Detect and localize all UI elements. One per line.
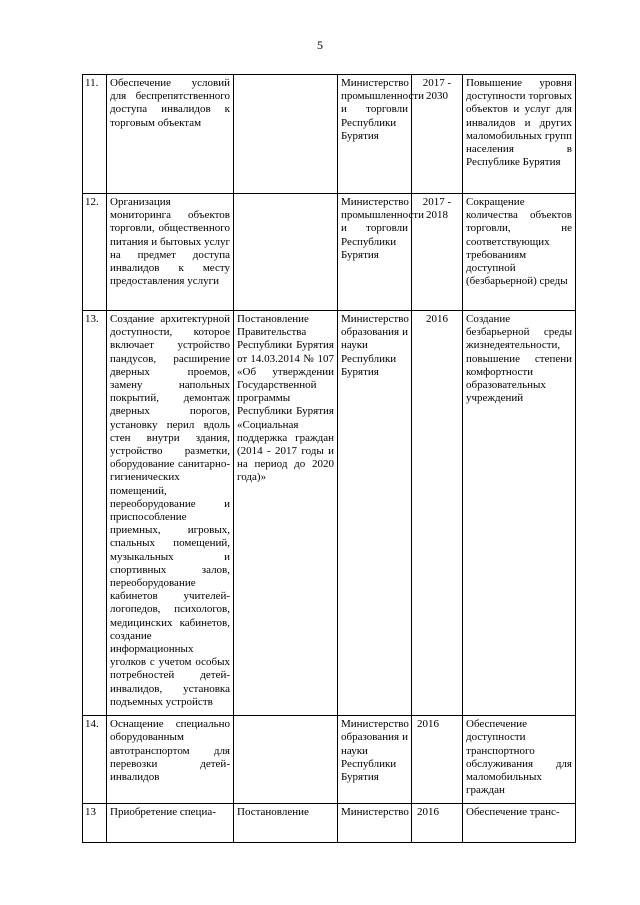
measures-table	[82, 74, 576, 843]
measure-text: Обеспечение условий для беспрепятственного доступа инвалидов к торговым объектам	[107, 75, 234, 194]
document-text: Постановление	[234, 804, 338, 843]
executor-text: Министерство	[338, 804, 412, 843]
result-text: Обеспечение доступности транспортного обслуживания для маломобильных граждан	[463, 716, 576, 804]
document-text	[234, 194, 338, 311]
measure-text: Оснащение специально оборудованным автотранспортом для перевозки детей-инвалидов	[107, 716, 234, 804]
result-text: Сокращение количества объектов торговли, не соответствующих требованиям доступной (безбарьерной) среды	[463, 194, 576, 311]
years-text: 2016	[412, 804, 463, 843]
measure-text: Приобретение специа-	[107, 804, 234, 843]
document-text	[234, 75, 338, 194]
executor-text: Министерство образования и науки Республики Бурятия	[338, 311, 412, 716]
executor-text: Министерство промышленности и торговли Республики Бурятия	[338, 75, 412, 194]
executor-text: Министерство промышленности и торговли Республики Бурятия	[338, 194, 412, 311]
years-text: 2016	[412, 311, 463, 716]
years-text: 2016	[412, 716, 463, 804]
result-text: Обеспечение транс-	[463, 804, 576, 843]
table-row	[83, 75, 576, 194]
result-text: Создание безбарьерной среды жизнедеятельности, повышение степени комфортности образовательных учреждений	[463, 311, 576, 716]
years-text: 2017 - 2030	[412, 75, 463, 194]
row-number: 12.	[83, 194, 107, 311]
document-text	[234, 716, 338, 804]
row-number: 11.	[83, 75, 107, 194]
table-row	[83, 804, 576, 843]
measure-text: Организация мониторинга объектов торговли, общественного питания и бытовых услуг на предмет доступа инвалидов к месту предоставления услуги	[107, 194, 234, 311]
row-number: 14.	[83, 716, 107, 804]
table-row	[83, 716, 576, 804]
result-text: Повышение уровня доступности торговых объектов и услуг для инвалидов и других маломобильных групп населения в Республике Бурятия	[463, 75, 576, 194]
page-number: 5	[317, 38, 323, 52]
table-row	[83, 194, 576, 311]
years-text: 2017 - 2018	[412, 194, 463, 311]
table-row	[83, 311, 576, 716]
executor-text: Министерство образования и науки Республики Бурятия	[338, 716, 412, 804]
row-number: 13	[83, 804, 107, 843]
row-number: 13.	[83, 311, 107, 716]
document-text: Постановление Правительства Республики Бурятия от 14.03.2014 № 107 «Об утверждении Государственной программы Республики Бурятия «Социальная поддержка граждан (2014 - 2017 годы и на период до 2020 года)»	[234, 311, 338, 716]
measure-text: Создание архитектурной доступности, которое включает устройство пандусов, расширение дверных проемов, замену напольных покрытий, демонтаж дверных порогов, установку перил вдоль стен внутри здания, устройство разметки, оборудование санитарно-гигиенических помещений, переоборудование и приспособление приемных, игровых, спальных помещений, музыкальных и спортивных залов, переоборудование кабинетов учителей-логопедов, психологов, медицинских кабинетов, создание информационных уголков с учетом особых потребностей детей-инвалидов, установка подъемных устройств	[107, 311, 234, 716]
